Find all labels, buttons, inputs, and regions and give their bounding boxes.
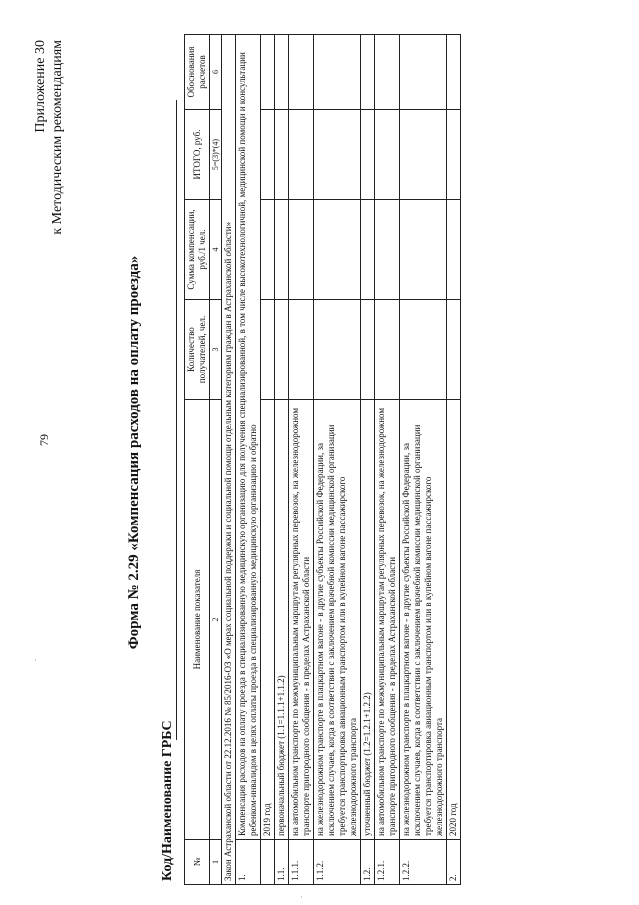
column-number: 2 [210,400,222,840]
form-title: Форма № 2.29 «Компенсация расходов на оплату проезда» [126,255,142,650]
row-number: 1.1.1. [289,840,314,885]
row-number: 1. [236,840,261,885]
empty-cell [361,35,375,110]
empty-cell [261,200,275,300]
table-row [314,35,361,885]
indicator-name: 2020 год [447,400,461,840]
empty-cell [275,35,289,110]
table-row [447,35,461,885]
indicator-name: на железнодорожном транспорте в плацкартном вагоне - в другие субъекты Российской Федерации, за исключением случаев, когда в соответствии с заключением врачебной комиссии медицинской организации требуется транспортировка авиационным транспортом или в купейном вагоне пассажирского железнодорожного транспорта [314,400,361,840]
empty-cell [261,35,275,110]
compensation-table [184,34,461,885]
empty-cell [289,110,314,200]
column-number: 3 [210,300,222,400]
empty-cell [275,110,289,200]
indicator-name: на железнодорожном транспорте в плацкартном вагоне - в другие субъекты Российской Федерации, за исключением случаев, когда в соответствии с заключением врачебной комиссии медицинской организации требуется транспортировка авиационным транспортом или в купейном вагоне пассажирского железнодорожного транспорта [400,400,447,840]
empty-cell [314,300,361,400]
empty-cell [289,35,314,110]
empty-cell [447,200,461,300]
empty-cell [361,110,375,200]
empty-cell [447,35,461,110]
empty-cell [375,200,400,300]
empty-cell [261,110,275,200]
empty-cell [400,110,447,200]
grbs-label: Код/Наименование ГРБС [160,720,175,881]
empty-cell [400,300,447,400]
column-number: 4 [210,200,222,300]
section-text: Компенсация расходов на оплату проезда в специализированную медицинскую организацию для получения специализированной, в том числе высокотехнологичной, медицинской помощи и консультации ребенком-инвалидом в целях оплаты проезда в специализированную медицинскую организацию и обратно [236,35,261,840]
empty-cell [289,200,314,300]
column-number: 5=(3)*(4) [210,110,222,200]
empty-cell [447,110,461,200]
header-cell: Количество получателей, чел. [185,300,210,400]
empty-cell [375,110,400,200]
indicator-name: на автомобильном транспорте по межмуниципальным маршрутам регулярных перевозок, на железнодорожном транспорте пригородного сообщения - в пределах Астраханской области [375,400,400,840]
row-number: 1.1. [275,840,289,885]
table-row [275,35,289,885]
law-row [222,35,236,885]
indicator-name: первоначальный бюджет (1.1=1.1.1+1.1.2) [275,400,289,840]
empty-cell [275,200,289,300]
empty-cell [275,300,289,400]
row-number: 1.1.2. [314,840,361,885]
empty-cell [314,35,361,110]
table-row [361,35,375,885]
row-number: 1.2.2. [400,840,447,885]
header-cell: Обоснования расчетов [185,35,210,110]
law-text: Закон Астраханской области от 22.12.2016 № 85/2016-ОЗ «О мерах социальной поддержки и социальной помощи отдельным категориям граждан в Астраханской области» [222,35,236,885]
appendix-line-2: к Методическим рекомендациям [50,40,65,235]
empty-cell [314,110,361,200]
empty-cell [400,200,447,300]
header-cell: ИТОГО, руб. [185,110,210,200]
scan-mark: · [300,892,303,902]
indicator-name: 2019 год [261,400,275,840]
grbs-underline [176,100,177,740]
empty-cell [375,35,400,110]
empty-cell [447,300,461,400]
appendix-line-1: Приложение 30 [33,40,48,133]
column-number: 6 [210,35,222,110]
header-row [185,35,210,885]
table-row [261,35,275,885]
row-number [261,840,275,885]
appendix-block [32,40,66,235]
table-row [375,35,400,885]
column-number: 1 [210,840,222,885]
table-row [400,35,447,885]
header-cell: № [185,840,210,885]
empty-cell [289,300,314,400]
empty-cell [314,200,361,300]
empty-cell [375,300,400,400]
header-cell: Сумма компенсации, руб./1 чел. [185,200,210,300]
row-number: 1.2. [361,840,375,885]
header-cell: Наименование показателя [185,400,210,840]
scan-mark: · [34,655,37,665]
row-number: 1.2.1. [375,840,400,885]
section-row [236,35,261,885]
indicator-name: уточненный бюджет (1.2=1.2.1+1.2.2) [361,400,375,840]
row-number: 2. [447,840,461,885]
empty-cell [400,35,447,110]
empty-cell [361,300,375,400]
indicator-name: на автомобильном транспорте по межмуниципальным маршрутам регулярных перевозок, на железнодорожном транспорте пригородного сообщения - в пределах Астраханской области [289,400,314,840]
empty-cell [361,200,375,300]
page-number: 79 [37,434,51,446]
empty-cell [261,300,275,400]
table-row [289,35,314,885]
column-number-row [210,35,222,885]
